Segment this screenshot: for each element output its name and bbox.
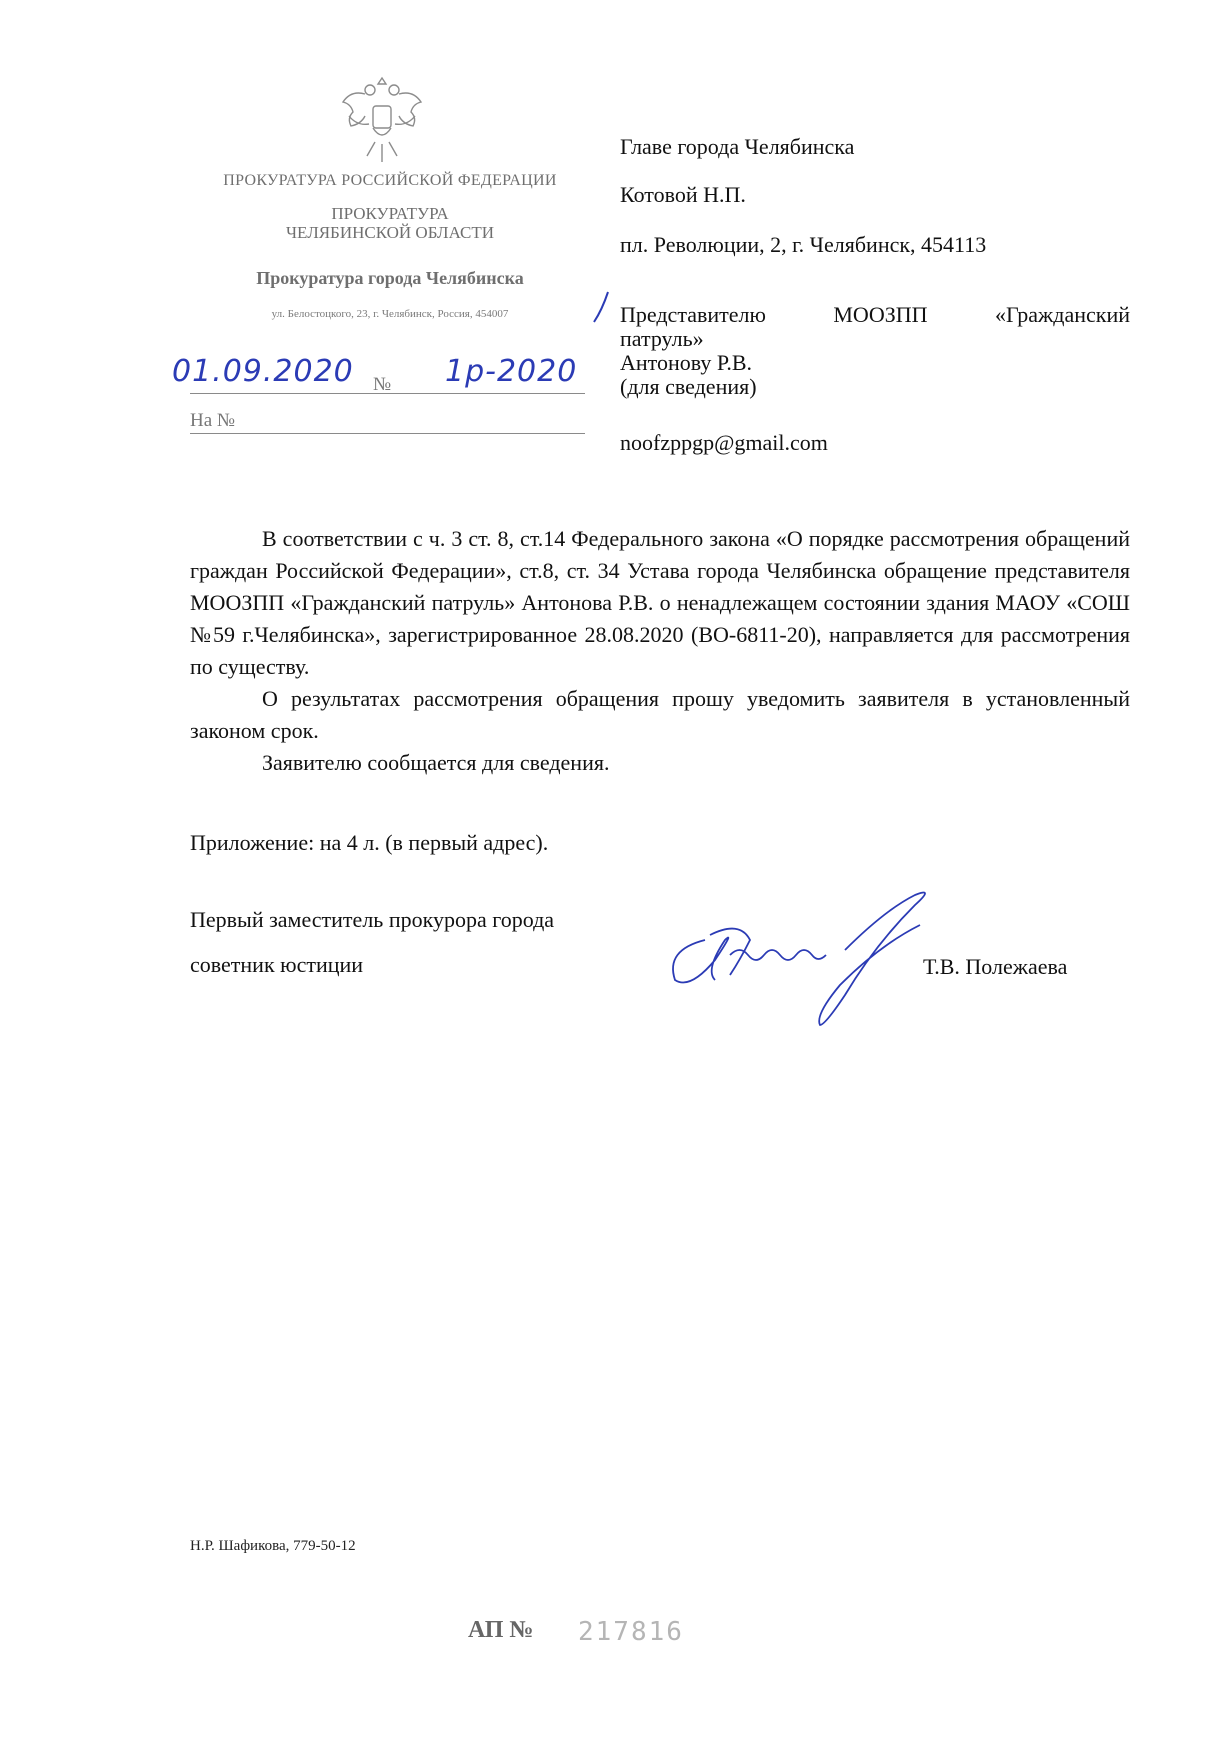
body-paragraph-1: В соответствии с ч. 3 ст. 8, ст.14 Федерального закона «О порядке рассмотрения обращений граждан Российской Федерации», ст.8, ст. 34 Устава города Челябинска обращение представителя МООЗПП «Гражданский патруль» Антонова Р.В. о ненадлежащем состоянии здания МАОУ «СОШ №59 г.Челябинска», зарегистрированное 28.08.2020 (ВО-6811-20), направляется для рассмотрения по существу. xyxy=(190,526,1130,679)
letterhead-regional-prosecutor xyxy=(180,204,600,242)
handwritten-date: 01.09.2020 xyxy=(172,354,354,389)
rep-line3: Антонову Р.В. xyxy=(620,350,753,375)
coat-of-arms-emblem xyxy=(337,70,427,170)
addressee-line3: пл. Революции, 2, г. Челябинск, 454113 xyxy=(620,232,987,257)
rep-line1: Представителю МООЗПП «Гражданский xyxy=(620,302,1130,327)
rep-line2: патруль» xyxy=(620,326,704,351)
executor-contact: Н.Р. Шафикова, 779-50-12 xyxy=(190,1538,356,1554)
reference-label: На № xyxy=(190,410,236,431)
serial-number: 217816 xyxy=(578,1617,684,1647)
letterhead-city-prosecutor: Прокуратура города Челябинска xyxy=(256,268,524,288)
handwritten-number: 1р-2020 xyxy=(445,354,578,389)
addressee-line1: Главе города Челябинска xyxy=(620,134,855,159)
signer-title-1: Первый заместитель прокурора города xyxy=(190,907,555,932)
signer-name: Т.В. Полежаева xyxy=(923,954,1068,979)
body-paragraph-2: О результатах рассмотрения обращения прошу уведомить заявителя в установленный законом срок. xyxy=(190,686,1130,743)
letter-body xyxy=(190,523,1130,779)
serial-label: АП № xyxy=(468,1617,534,1643)
letterhead-line2b: ЧЕЛЯБИНСКОЙ ОБЛАСТИ xyxy=(285,223,495,242)
letterhead-address: ул. Белостоцкого, 23, г. Челябинск, Россия, 454007 xyxy=(271,308,509,320)
rep-line4: (для сведения) xyxy=(620,374,757,399)
number-sign: № xyxy=(373,374,392,395)
body-paragraph-3: Заявителю сообщается для сведения. xyxy=(262,750,610,775)
letterhead-line2a: ПРОКУРАТУРА xyxy=(331,204,449,223)
addressee-line2: Котовой Н.П. xyxy=(620,182,746,207)
letterhead-federal-prosecutor: ПРОКУРАТУРА РОССИЙСКОЙ ФЕДЕРАЦИИ xyxy=(223,172,557,189)
addressee-email: noofzppgp@gmail.com xyxy=(620,430,828,455)
appendix-note: Приложение: на 4 л. (в первый адрес). xyxy=(190,830,549,855)
handwritten-tick-mark xyxy=(590,290,614,326)
signer-title-2: советник юстиции xyxy=(190,952,364,977)
addressee-representative xyxy=(620,303,1130,399)
reference-line xyxy=(190,405,585,434)
